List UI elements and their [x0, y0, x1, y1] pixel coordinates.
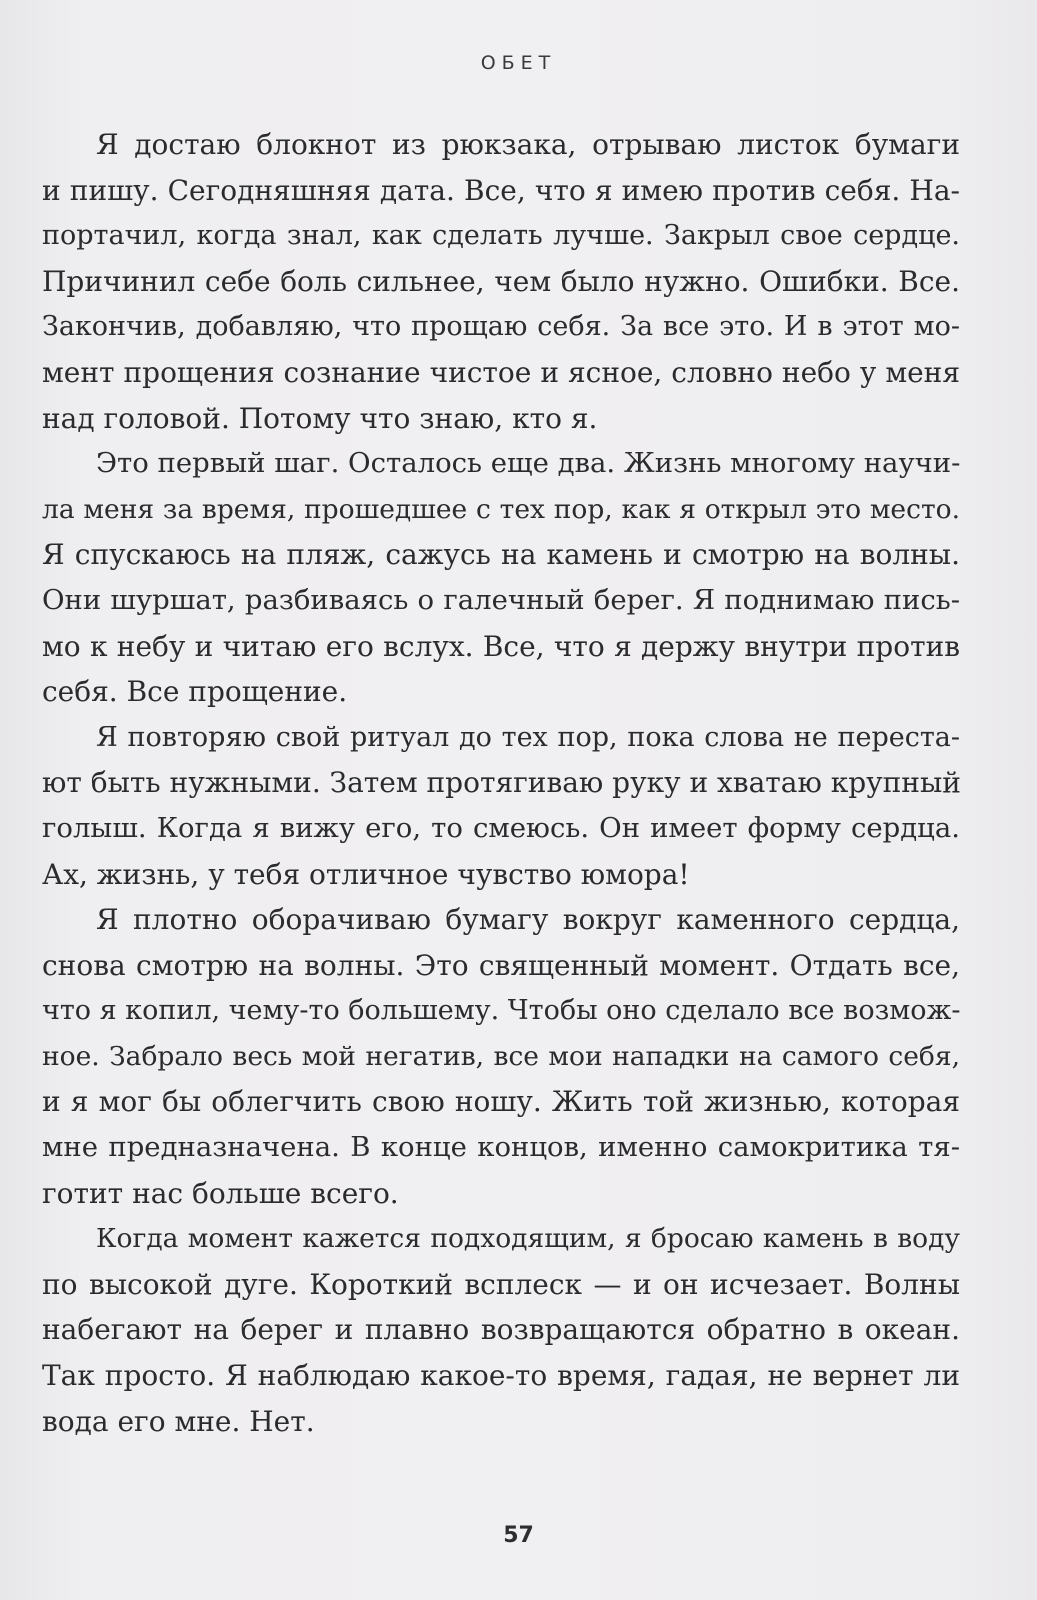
text-line: голыш. Когда я вижу его, то смеюсь. Он имеет форму сердца.	[42, 811, 960, 844]
text-line: и я мог бы облегчить свою ношу. Жить той жизнью, которая	[42, 1085, 960, 1119]
text-line: над головой. Потому что знаю, кто я.	[42, 401, 598, 435]
text-line: ное. Забрало весь мой негатив, все мои нападки на самого себя,	[42, 1040, 960, 1072]
text-line: ют быть нужными. Затем протягиваю руку и хватаю крупный	[42, 766, 961, 800]
paragraph	[42, 122, 960, 441]
text-line: вода его мне. Нет.	[42, 1404, 315, 1438]
text-line: Я спускаюсь на пляж, сажусь на камень и смотрю на волны.	[42, 538, 960, 572]
text-line: Так просто. Я наблюдаю какое-то время, гадая, не вернет ли	[42, 1359, 960, 1393]
text-line: Я плотно оборачиваю бумагу вокруг каменного сердца,	[96, 903, 960, 937]
text-line: готит нас больше всего.	[42, 1176, 399, 1210]
text-line: портачил, когда знал, как сделать лучше. Закрыл свое сердце.	[42, 220, 960, 252]
text-line: и пишу. Сегодняшняя дата. Все, что я имею против себя. На-	[42, 173, 960, 207]
paragraph	[42, 1216, 960, 1444]
text-line: набегают на берег и плавно возвращаются обратно в океан.	[42, 1313, 960, 1347]
text-line: себя. Все прощение.	[42, 675, 348, 709]
text-line: снова смотрю на волны. Это священный момент. Отдать все,	[42, 948, 960, 982]
text-line: Они шуршат, разбиваясь о галечный берег. Я поднимаю пись-	[42, 583, 960, 616]
page-number: 57	[503, 1523, 534, 1548]
text-line: что я копил, чему-то большему. Чтобы оно сделало все возмож-	[42, 995, 961, 1027]
body-text	[42, 122, 960, 1444]
text-line: мне предназначена. В конце концов, именно самокритика тя-	[42, 1131, 960, 1164]
text-line: мо к небу и читаю его вслух. Все, что я держу внутри против	[42, 629, 960, 663]
text-line: по высокой дуге. Короткий всплеск — и он исчезает. Волны	[42, 1267, 960, 1301]
paragraph	[42, 897, 960, 1216]
text-line: мент прощения сознание чистое и ясное, словно небо у меня	[42, 355, 960, 389]
paragraph	[42, 715, 960, 897]
text-line: ла меня за время, прошедшее с тех пор, как я открыл это место.	[42, 493, 960, 525]
text-line: Ах, жизнь, у тебя отличное чувство юмора!	[42, 857, 690, 891]
text-line: Закончив, добавляю, что прощаю себя. За все это. И в этот мо-	[42, 311, 960, 343]
text-line: Я повторяю свой ритуал до тех пор, пока слова не переста-	[96, 721, 960, 753]
paragraph	[42, 441, 960, 715]
text-line: Причинил себе боль сильнее, чем было нужно. Ошибки. Все.	[42, 264, 960, 298]
text-line: Это первый шаг. Осталось еще два. Жизнь многому научи-	[96, 447, 961, 480]
text-line: Когда момент кажется подходящим, я бросаю камень в воду	[96, 1223, 960, 1255]
running-head: ОБЕТ	[480, 52, 557, 74]
text-line: Я достаю блокнот из рюкзака, отрываю листок бумаги	[96, 128, 960, 161]
